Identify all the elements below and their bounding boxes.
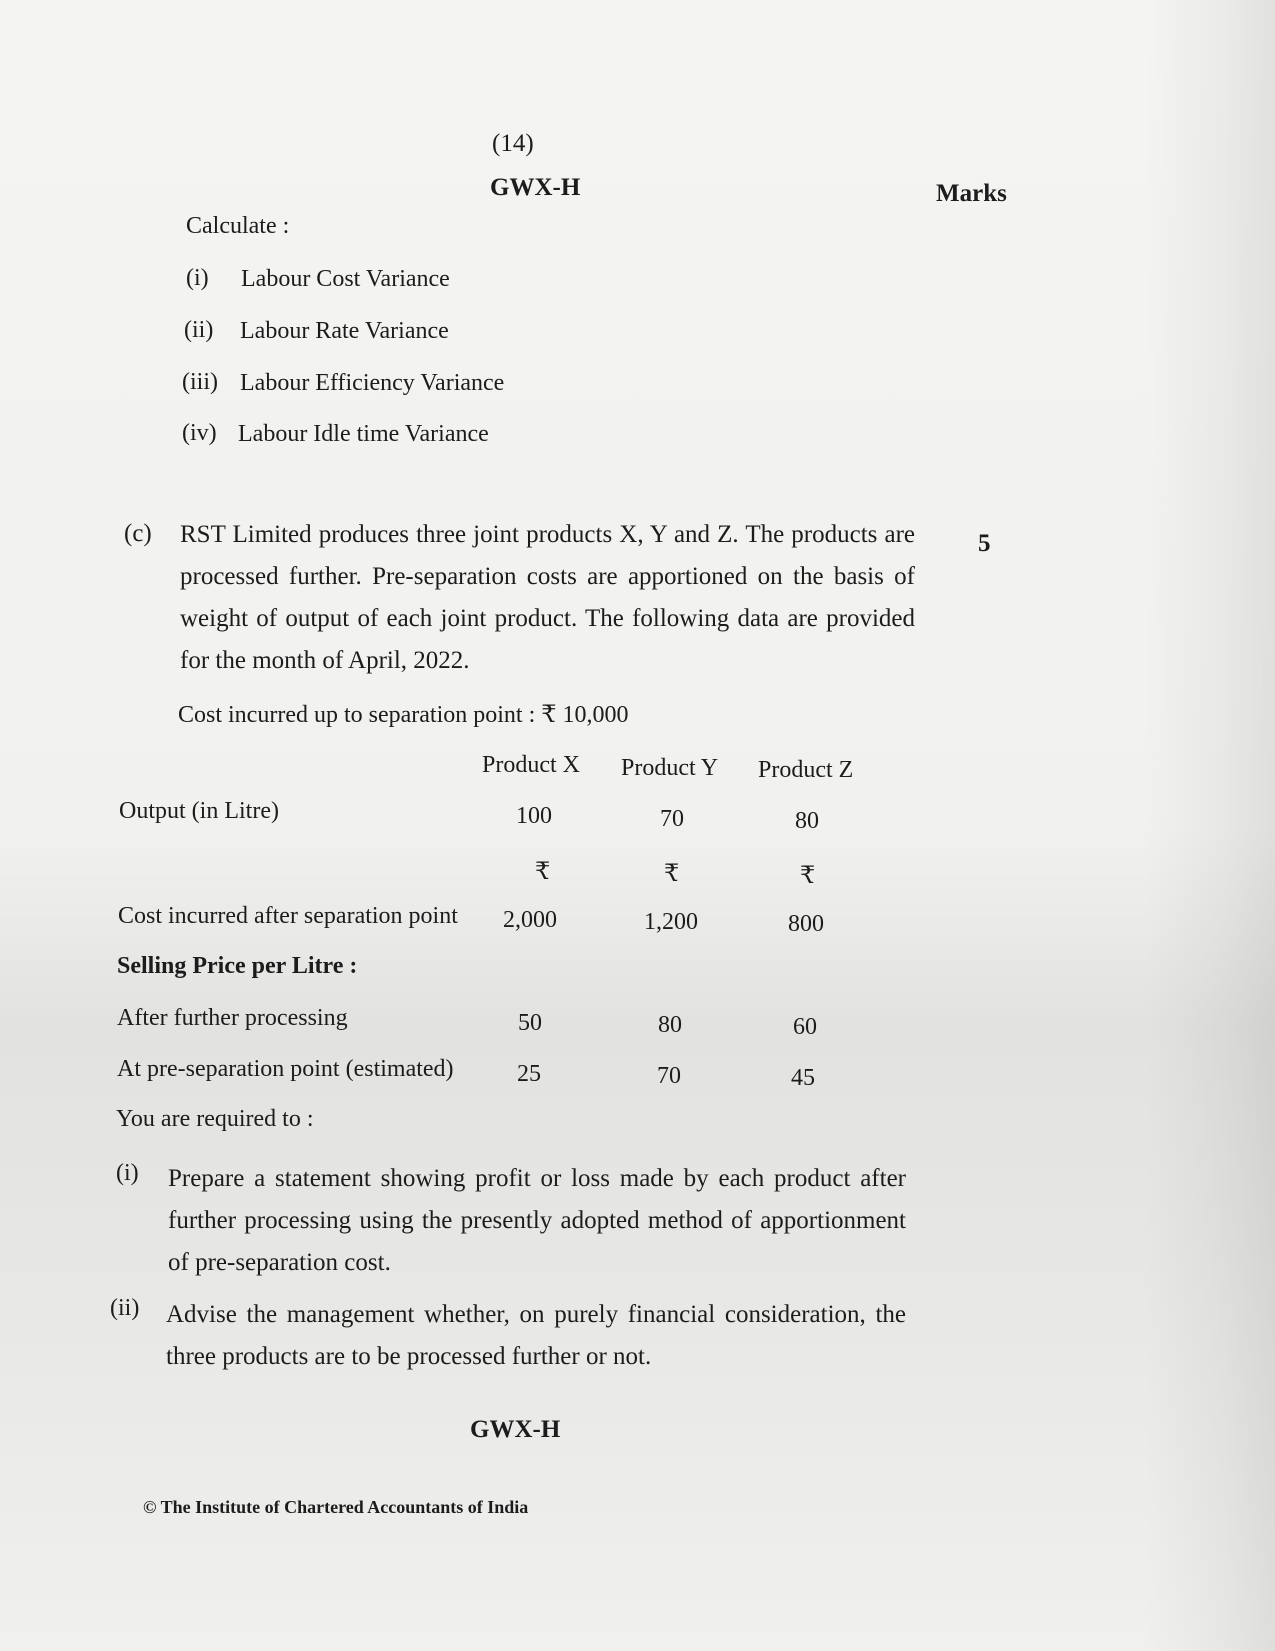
paper-code-header: GWX-H bbox=[490, 174, 581, 201]
table-cell: 70 bbox=[657, 1063, 681, 1089]
table-cell: 50 bbox=[518, 1010, 542, 1036]
calc-item-num: (i) bbox=[186, 265, 209, 291]
row-label: Cost incurred after separation point bbox=[118, 903, 458, 929]
column-header: Product Y bbox=[621, 755, 719, 781]
table-cell: 2,000 bbox=[503, 907, 557, 933]
requirement-text: Advise the management whether, on purely financial consideration, the three products are to be processed further or not. bbox=[166, 1301, 906, 1370]
table-cell: 1,200 bbox=[644, 909, 698, 935]
row-label: Output (in Litre) bbox=[119, 798, 279, 824]
question-marks: 5 bbox=[978, 530, 991, 557]
section-label: Selling Price per Litre : bbox=[117, 953, 358, 979]
question-text: RST Limited produces three joint products X, Y and Z. The products are processed further. Pre-separation costs are apportioned on the basis of weight of output of each joint product. The following data are provided for the month of April, 2022. bbox=[180, 521, 915, 674]
calc-item-text: Labour Cost Variance bbox=[241, 266, 450, 292]
page-edge-shadow bbox=[1145, 0, 1275, 1651]
currency-symbol: ₹ bbox=[535, 859, 551, 885]
requirement-text: Prepare a statement showing profit or loss made by each product after further processing using the presently adopted method of apportionment of pre-separation cost. bbox=[168, 1165, 906, 1276]
row-label: At pre-separation point (estimated) bbox=[117, 1056, 454, 1082]
row-label: After further processing bbox=[117, 1005, 348, 1031]
cost-before-separation: Cost incurred up to separation point : ₹ 10,000 bbox=[178, 702, 629, 728]
paper-code-footer: GWX-H bbox=[470, 1416, 561, 1443]
calc-item-num: (ii) bbox=[184, 317, 214, 343]
table-cell: 80 bbox=[658, 1012, 682, 1038]
requirements-heading: You are required to : bbox=[116, 1106, 314, 1132]
calc-item-text: Labour Rate Variance bbox=[240, 318, 449, 344]
currency-symbol: ₹ bbox=[800, 863, 816, 889]
table-cell: 800 bbox=[788, 911, 824, 937]
table-cell: 45 bbox=[791, 1065, 815, 1091]
calc-item-text: Labour Idle time Variance bbox=[238, 421, 489, 447]
calc-item-num: (iii) bbox=[182, 369, 218, 395]
column-header: Product X bbox=[482, 752, 580, 778]
currency-symbol: ₹ bbox=[664, 861, 680, 887]
table-cell: 70 bbox=[660, 806, 684, 832]
calc-item-num: (iv) bbox=[182, 420, 217, 446]
copyright-notice: © The Institute of Chartered Accountants of India bbox=[143, 1497, 529, 1517]
calc-item-text: Labour Efficiency Variance bbox=[240, 370, 505, 396]
calculate-heading: Calculate : bbox=[186, 213, 290, 239]
table-cell: 100 bbox=[516, 803, 552, 829]
table-cell: 25 bbox=[517, 1061, 541, 1087]
table-cell: 60 bbox=[793, 1014, 817, 1040]
column-header: Product Z bbox=[758, 757, 854, 783]
page-number: (14) bbox=[492, 130, 534, 157]
requirement-num: (i) bbox=[116, 1160, 139, 1186]
requirement-num: (ii) bbox=[110, 1295, 140, 1321]
question-label: (c) bbox=[124, 520, 152, 547]
marks-heading: Marks bbox=[936, 180, 1007, 207]
table-cell: 80 bbox=[795, 808, 819, 834]
